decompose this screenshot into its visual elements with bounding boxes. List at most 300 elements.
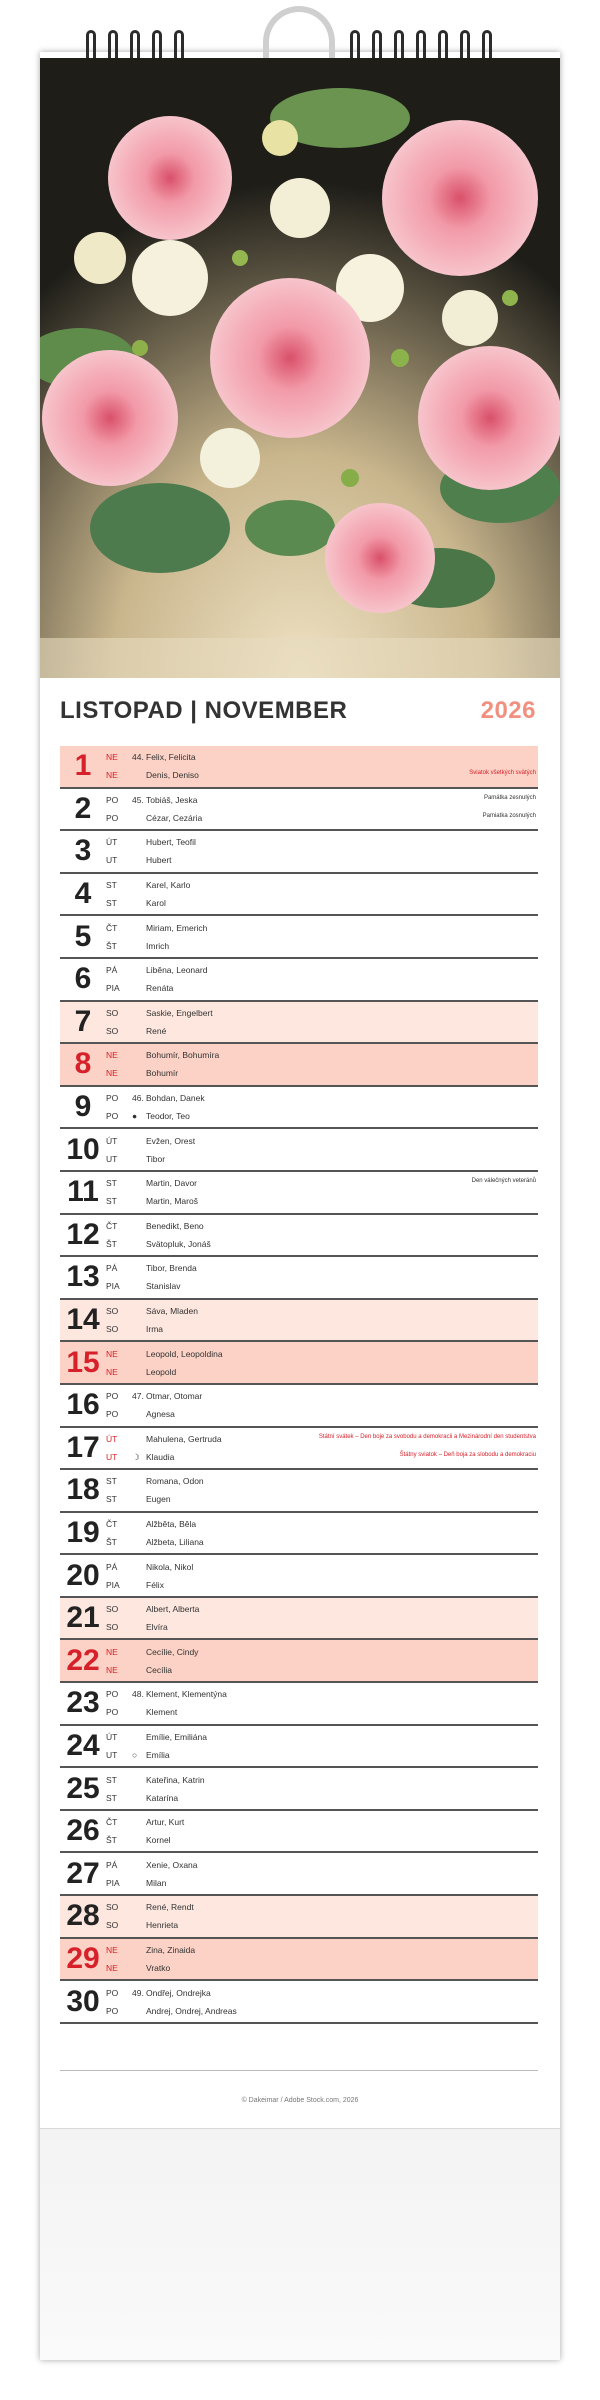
name-days (146, 1002, 538, 1043)
weekday-wd1: PÁ (106, 1263, 118, 1274)
month-title: LISTOPAD | NOVEMBER (60, 697, 348, 724)
weekday-wd2: PO (106, 2005, 119, 2016)
weekday-abbr (106, 1172, 132, 1213)
weekday-wd2: NE (106, 1962, 118, 1973)
weekday-abbr (106, 831, 132, 872)
holiday-note: Státní svátek – Den boje za svobodu a demokracii a Mezinárodní den studentstva (318, 1433, 536, 1440)
weekday-wd1: ČT (106, 1817, 118, 1828)
day-row (60, 1768, 538, 1811)
czech-names: Albert, Alberta (146, 1604, 200, 1615)
moon-phase-icon (132, 2002, 146, 2020)
week-number (132, 1643, 146, 1661)
slovak-names: Katarína (146, 1792, 179, 1803)
week-number (132, 1132, 146, 1150)
day-row (60, 1726, 538, 1769)
year-label: 2026 (480, 697, 536, 724)
week-number: 45. (132, 794, 144, 805)
roses-bouquet-image (40, 58, 560, 678)
week-and-moon (132, 1598, 146, 1639)
weekday-abbr (106, 1811, 132, 1852)
copyright-text: © Dakeimar / Adobe Stock.com, 2026 (241, 2097, 359, 2104)
day-number: 13 (66, 1260, 100, 1294)
weekday-abbr (106, 1598, 132, 1639)
moon-phase-icon (132, 1831, 146, 1849)
weekday-wd1: NE (106, 752, 118, 763)
week-number (132, 1856, 146, 1874)
slovak-names: Alžbeta, Liliana (146, 1536, 204, 1547)
day-row (60, 874, 538, 917)
week-number (132, 919, 146, 937)
weekday-abbr (106, 1853, 132, 1894)
weekday-wd1: PÁ (106, 1859, 118, 1870)
weekday-wd2: SO (106, 1622, 119, 1633)
czech-names: Tibor, Brenda (146, 1263, 197, 1274)
slovak-names: Svätopluk, Jonáš (146, 1238, 211, 1249)
week-number (132, 1771, 146, 1789)
day-number: 12 (66, 1217, 100, 1251)
weekday-abbr (106, 789, 132, 830)
czech-names: Bohdan, Danek (146, 1093, 205, 1104)
weekday-wd1: NE (106, 1646, 118, 1657)
day-row (60, 1640, 538, 1683)
weekday-abbr (106, 1087, 132, 1128)
czech-names: Ondřej, Ondrejka (146, 1987, 211, 1998)
weekday-wd2: ŠT (106, 1536, 117, 1547)
week-and-moon (132, 1640, 146, 1681)
czech-names: Alžběta, Běla (146, 1518, 197, 1529)
weekday-wd1: ÚT (106, 1135, 118, 1146)
day-number: 23 (66, 1686, 100, 1720)
name-days (146, 1683, 538, 1724)
day-row (60, 789, 538, 832)
weekday-abbr (106, 1939, 132, 1980)
slovak-names: Imrich (146, 940, 170, 951)
weekday-wd1: ST (106, 1178, 117, 1189)
day-row (60, 1428, 538, 1471)
czech-names: Cecílie, Cindy (146, 1646, 199, 1657)
holiday-note: Den válečných veteránů (471, 1177, 536, 1184)
week-and-moon (132, 916, 146, 957)
name-days (146, 916, 538, 957)
moon-phase-icon (132, 979, 146, 997)
czech-names: Zina, Zinaida (146, 1944, 196, 1955)
slovak-names: Tibor (146, 1153, 166, 1164)
week-and-moon (132, 1257, 146, 1298)
weekday-wd2: PIA (106, 1579, 120, 1590)
day-number: 14 (66, 1303, 100, 1337)
moon-phase-icon (132, 1490, 146, 1508)
day-row (60, 1470, 538, 1513)
day-row (60, 1896, 538, 1939)
week-number: 44. (132, 752, 144, 763)
weekday-abbr (106, 1683, 132, 1724)
weekday-wd2: NE (106, 1366, 118, 1377)
moon-phase-icon (132, 1022, 146, 1040)
czech-names: Miriam, Emerich (146, 922, 208, 933)
slovak-names: Bohumír (146, 1068, 179, 1079)
moon-phase-icon (132, 1320, 146, 1338)
weekday-wd2: UT (106, 1451, 118, 1462)
weekday-wd1: SO (106, 1604, 119, 1615)
czech-names: Benedikt, Beno (146, 1220, 204, 1231)
week-number (132, 1302, 146, 1320)
day-number: 4 (74, 877, 92, 911)
czech-names: Romana, Odon (146, 1476, 204, 1487)
calendar-photo (40, 58, 560, 678)
slovak-names: Emília (146, 1749, 170, 1760)
slovak-names: Denis, Deniso (146, 770, 199, 781)
name-days (146, 1044, 538, 1085)
day-row (60, 1215, 538, 1258)
czech-names: Otmar, Otomar (146, 1391, 203, 1402)
day-number: 25 (66, 1771, 100, 1805)
week-and-moon (132, 1215, 146, 1256)
czech-names: Evžen, Orest (146, 1135, 196, 1146)
czech-names: Sáva, Mladen (146, 1306, 198, 1317)
czech-names: Nikola, Nikol (146, 1561, 194, 1572)
weekday-abbr (106, 1896, 132, 1937)
moon-phase-icon (132, 851, 146, 869)
week-and-moon (132, 1811, 146, 1852)
weekday-wd1: PO (106, 1689, 119, 1700)
name-days (146, 1257, 538, 1298)
week-and-moon (132, 1172, 146, 1213)
czech-names: René, Rendt (146, 1902, 194, 1913)
week-and-moon (132, 831, 146, 872)
name-days (146, 1939, 538, 1980)
moon-phase-icon (132, 1235, 146, 1253)
day-number: 21 (66, 1601, 100, 1635)
week-and-moon (132, 1853, 146, 1894)
moon-phase-icon (132, 1064, 146, 1082)
day-row (60, 916, 538, 959)
name-days (146, 1300, 538, 1341)
moon-phase-icon (132, 766, 146, 784)
week-number (132, 1004, 146, 1022)
czech-names: Hubert, Teofil (146, 837, 196, 848)
name-days (146, 831, 538, 872)
week-and-moon (132, 1470, 146, 1511)
weekday-wd1: SO (106, 1007, 119, 1018)
day-row (60, 1002, 538, 1045)
weekday-wd1: ČT (106, 1518, 118, 1529)
week-and-moon (132, 1342, 146, 1383)
day-number: 15 (66, 1345, 100, 1379)
weekday-wd1: PO (106, 1987, 119, 1998)
day-number: 18 (66, 1473, 100, 1507)
moon-phase-icon (132, 894, 146, 912)
week-and-moon (132, 789, 146, 830)
moon-phase-icon (132, 1405, 146, 1423)
weekday-wd2: ST (106, 1792, 117, 1803)
weekday-wd1: ST (106, 1774, 117, 1785)
slovak-names: Kornel (146, 1835, 171, 1846)
day-number: 26 (66, 1814, 100, 1848)
week-number (132, 1813, 146, 1831)
day-number: 24 (66, 1728, 100, 1762)
name-days (146, 1087, 538, 1128)
week-and-moon (132, 1428, 146, 1469)
name-days (146, 746, 538, 787)
weekday-wd1: NE (106, 1050, 118, 1061)
day-list (60, 746, 538, 2024)
weekday-abbr (106, 1981, 132, 2022)
week-and-moon (132, 874, 146, 915)
week-and-moon (132, 1300, 146, 1341)
weekday-wd1: PO (106, 794, 119, 805)
weekday-wd2: UT (106, 1153, 118, 1164)
hanger-loop (263, 6, 335, 66)
weekday-wd1: SO (106, 1306, 119, 1317)
week-and-moon (132, 1044, 146, 1085)
name-days (146, 874, 538, 915)
name-days (146, 1215, 538, 1256)
weekday-wd2: UT (106, 855, 118, 866)
week-number (132, 876, 146, 894)
day-row (60, 1598, 538, 1641)
day-row (60, 1853, 538, 1896)
weekday-abbr (106, 1215, 132, 1256)
holiday-note: Památka zesnulých (483, 794, 536, 801)
weekday-wd2: ST (106, 1196, 117, 1207)
weekday-wd2: ŠT (106, 1238, 117, 1249)
day-number: 11 (67, 1175, 99, 1209)
weekday-abbr (106, 1513, 132, 1554)
name-days (146, 1470, 538, 1511)
weekday-wd1: NE (106, 1944, 118, 1955)
czech-names: Emílie, Emiliána (146, 1731, 207, 1742)
weekday-wd1: ST (106, 1476, 117, 1487)
weekday-wd1: NE (106, 1348, 118, 1359)
day-number: 30 (66, 1984, 100, 2018)
week-number (132, 1217, 146, 1235)
name-days (146, 1385, 538, 1426)
day-row (60, 1342, 538, 1385)
slovak-names: Milan (146, 1877, 167, 1888)
weekday-wd2: SO (106, 1920, 119, 1931)
weekday-wd1: PÁ (106, 1561, 118, 1572)
day-row (60, 1172, 538, 1215)
slovak-names: Hubert (146, 855, 172, 866)
weekday-abbr (106, 1342, 132, 1383)
weekday-abbr (106, 1555, 132, 1596)
moon-phase-icon (132, 1150, 146, 1168)
weekday-wd2: PIA (106, 983, 120, 994)
weekday-wd2: PO (106, 812, 119, 823)
day-row (60, 959, 538, 1002)
day-number: 27 (66, 1856, 100, 1890)
moon-phase-icon: ● (132, 1111, 138, 1122)
week-number (132, 833, 146, 851)
name-days (146, 1981, 538, 2022)
weekday-abbr (106, 916, 132, 957)
week-and-moon (132, 1896, 146, 1937)
weekday-abbr (106, 874, 132, 915)
slovak-names: Karol (146, 898, 166, 909)
weekday-wd1: PO (106, 1093, 119, 1104)
week-number (132, 1430, 146, 1448)
slovak-names: Cecília (146, 1664, 172, 1675)
moon-phase-icon (132, 1959, 146, 1977)
weekday-wd2: NE (106, 1068, 118, 1079)
name-days (146, 1513, 538, 1554)
day-row (60, 1257, 538, 1300)
weekday-wd1: ČT (106, 1220, 118, 1231)
day-row (60, 1513, 538, 1556)
slovak-names: Klaudia (146, 1451, 175, 1462)
name-days (146, 1598, 538, 1639)
czech-names: Martin, Davor (146, 1178, 198, 1189)
moon-phase-icon (132, 937, 146, 955)
weekday-abbr (106, 1768, 132, 1809)
day-row (60, 1129, 538, 1172)
bottom-backing-sheet (40, 2128, 560, 2360)
moon-phase-icon (132, 1363, 146, 1381)
week-and-moon (132, 1087, 146, 1128)
week-number (132, 1558, 146, 1576)
day-number: 7 (74, 1004, 92, 1038)
weekday-wd2: ST (106, 1494, 117, 1505)
weekday-wd2: ŠT (106, 940, 117, 951)
day-number: 28 (66, 1899, 100, 1933)
weekday-abbr (106, 1726, 132, 1767)
day-number: 29 (66, 1941, 100, 1975)
week-number (132, 1941, 146, 1959)
day-number: 3 (74, 834, 92, 868)
day-row (60, 1683, 538, 1726)
day-row (60, 1981, 538, 2024)
slovak-names: Agnesa (146, 1409, 175, 1420)
week-and-moon (132, 1002, 146, 1043)
weekday-wd2: NE (106, 770, 118, 781)
slovak-names: Vratko (146, 1962, 171, 1973)
name-days (146, 1640, 538, 1681)
day-number: 8 (74, 1047, 92, 1081)
slovak-names: Henrieta (146, 1920, 179, 1931)
slovak-names: René (146, 1025, 167, 1036)
day-number: 6 (74, 962, 92, 996)
czech-names: Bohumír, Bohumíra (146, 1050, 220, 1061)
day-row (60, 1555, 538, 1598)
weekday-abbr (106, 1640, 132, 1681)
week-and-moon (132, 1939, 146, 1980)
day-row (60, 1087, 538, 1130)
name-days (146, 1342, 538, 1383)
slovak-names: Irma (146, 1324, 163, 1335)
weekday-wd2: ST (106, 898, 117, 909)
weekday-wd1: ÚT (106, 837, 118, 848)
day-number: 19 (66, 1515, 100, 1549)
moon-phase-icon (132, 1789, 146, 1807)
weekday-wd1: ÚT (106, 1731, 118, 1742)
day-number: 2 (74, 791, 92, 825)
moon-phase-icon (132, 1874, 146, 1892)
name-days (146, 959, 538, 1000)
weekday-wd2: NE (106, 1664, 118, 1675)
footer-divider (60, 2070, 538, 2071)
week-number (132, 1174, 146, 1192)
weekday-wd2: SO (106, 1324, 119, 1335)
slovak-names: Cézar, Cezária (146, 812, 203, 823)
day-number: 9 (74, 1090, 92, 1124)
week-number: 47. (132, 1391, 144, 1402)
slovak-names: Eugen (146, 1494, 171, 1505)
moon-phase-icon (132, 1661, 146, 1679)
week-and-moon (132, 1726, 146, 1767)
name-days (146, 1726, 538, 1767)
weekday-abbr (106, 1428, 132, 1469)
day-number: 17 (66, 1430, 100, 1464)
slovak-names: Klement (146, 1707, 178, 1718)
day-row (60, 831, 538, 874)
slovak-names: Félix (146, 1579, 164, 1590)
slovak-names: Teodor, Teo (146, 1111, 190, 1122)
moon-phase-icon: ○ (132, 1749, 138, 1760)
week-and-moon (132, 959, 146, 1000)
weekday-wd1: ST (106, 880, 117, 891)
czech-names: Klement, Klementýna (146, 1689, 227, 1700)
week-number (132, 1515, 146, 1533)
weekday-abbr (106, 1385, 132, 1426)
weekday-abbr (106, 1002, 132, 1043)
name-days (146, 1555, 538, 1596)
name-days (146, 1811, 538, 1852)
moon-phase-icon: ☽ (132, 1451, 140, 1462)
czech-names: Artur, Kurt (146, 1817, 185, 1828)
week-number (132, 1728, 146, 1746)
moon-phase-icon (132, 1916, 146, 1934)
moon-phase-icon (132, 1277, 146, 1295)
czech-names: Kateřina, Katrin (146, 1774, 205, 1785)
weekday-abbr (106, 1044, 132, 1085)
day-number: 16 (66, 1388, 100, 1422)
weekday-abbr (106, 746, 132, 787)
slovak-names: Elvíra (146, 1622, 168, 1633)
name-days (146, 789, 538, 830)
weekday-abbr (106, 1129, 132, 1170)
czech-names: Leopold, Leopoldina (146, 1348, 223, 1359)
holiday-note: Sviatok všetkých svätých (469, 770, 536, 776)
week-and-moon (132, 1513, 146, 1554)
day-row (60, 1385, 538, 1428)
weekday-wd2: ŠT (106, 1835, 117, 1846)
weekday-wd2: UT (106, 1749, 118, 1760)
weekday-wd1: ČT (106, 922, 118, 933)
week-and-moon (132, 1768, 146, 1809)
moon-phase-icon (132, 1618, 146, 1636)
slovak-names: Andrej, Ondrej, Andreas (146, 2005, 237, 2016)
weekday-wd2: PO (106, 1111, 119, 1122)
czech-names: Mahulena, Gertruda (146, 1433, 222, 1444)
week-number (132, 1046, 146, 1064)
czech-names: Xenie, Oxana (146, 1859, 198, 1870)
weekday-abbr (106, 1257, 132, 1298)
name-days (146, 1768, 538, 1809)
weekday-wd1: SO (106, 1902, 119, 1913)
name-days (146, 1896, 538, 1937)
day-number: 22 (66, 1643, 100, 1677)
weekday-wd1: PO (106, 1391, 119, 1402)
weekday-abbr (106, 1470, 132, 1511)
name-days (146, 1129, 538, 1170)
week-number: 46. (132, 1093, 144, 1104)
weekday-abbr (106, 959, 132, 1000)
czech-names: Felix, Felicita (146, 752, 196, 763)
week-and-moon (132, 746, 146, 787)
name-days (146, 1853, 538, 1894)
week-number (132, 1898, 146, 1916)
day-number: 10 (66, 1132, 100, 1166)
